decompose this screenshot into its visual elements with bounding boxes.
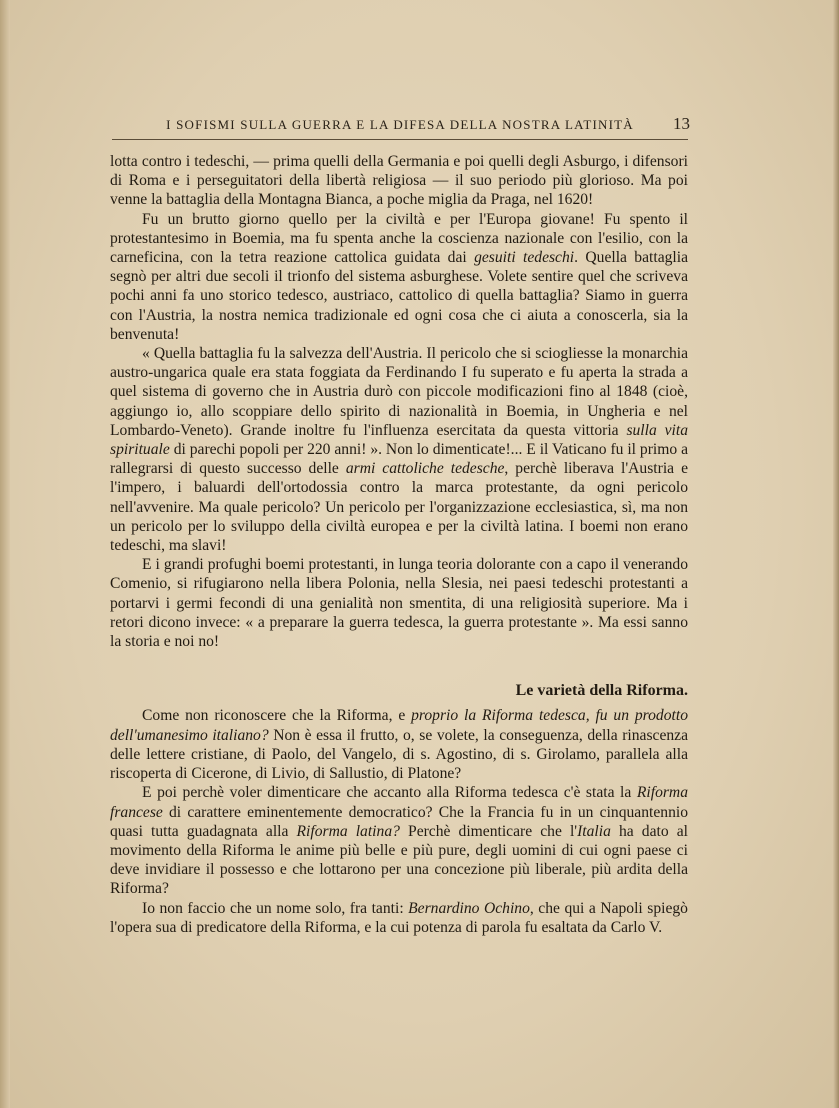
text-run: , che qui a Napoli spiegò l'opera sua di predicatore della Riforma, e la cui potenza di parola fu esaltata da Carlo V. (110, 899, 688, 936)
paragraph (110, 344, 688, 555)
text-block-before-heading (110, 152, 688, 651)
italic-run: Italia (577, 822, 611, 840)
italic-run: sulla vita spirituale (110, 421, 689, 459)
text-run: di parechi popoli per 220 anni! ». Non lo dimenticate!... E il Vaticano fu il primo a rallegrarsi di questo successo delle (110, 441, 688, 478)
paragraph (110, 783, 688, 898)
paragraph (110, 152, 688, 210)
paragraph (110, 706, 688, 783)
text-run: E i grandi profughi boemi protestanti, in lunga teoria dolorante con a capo il venerando Comenio, si rifugiarono nella libera Polonia, nella Slesia, nei paesi tedeschi protestanti a portarvi i germi fecondi di una genialità non smentita, di una religiosità superiore. Ma i retori dicono invece: « a preparare la guerra tedesca, la guerra protestante ». Ma essi sanno la storia e noi no! (110, 556, 688, 651)
italic-run: Riforma francese (110, 784, 688, 821)
italic-run: gesuiti tedeschi (474, 249, 575, 267)
page-edge-shadow (833, 0, 839, 1108)
text-run: E poi perchè voler dimenticare che accanto alla Riforma tedesca c'è stata la (142, 784, 637, 802)
paragraph (110, 899, 688, 937)
page-spine-shadow (0, 0, 10, 1108)
italic-run: proprio la Riforma tedesca, fu un prodotto dell'umanesimo italiano? (110, 707, 688, 744)
text-run: « Quella battaglia fu la salvezza dell'Austria. Il pericolo che si sciogliesse la monarchia austro-ungarica quale era stata foggiata da Ferdinando I fu superato e fu aperta la strada a quel sistema di governo che in Austria durò con piccole modificazioni fino al 1848 (cioè, aggiungo io, allo scoppiare dello spirito di nazionalità in Boemia, in Ungheria e nel Lombardo-Veneto). Grande inoltre fu l'influenza esercitata da questa vittoria (110, 345, 688, 439)
italic-run: Bernardino Ochino (408, 899, 530, 917)
italic-run: armi cattoliche tedesche (345, 460, 505, 478)
section-heading: Le varietà della Riforma. (515, 682, 688, 700)
page-number: 13 (673, 114, 690, 133)
text-run: . Quella battaglia segnò per altri due secoli il trionfo del sistema asburghese. Volete sentire quel che scriveva pochi anni fa uno storico tedesco, austriaco, cattolico di quella battaglia? Siamo in guerra con l'Austria, la nostra nemica tradizionale ed ogni cosa che ci aiuta a conoscerla, sia la benvenuta! (110, 249, 688, 343)
text-block-after-heading (110, 706, 688, 936)
italic-run: Riforma latina? (296, 822, 400, 840)
body-text (110, 152, 688, 937)
text-run: Non è essa il frutto, o, se volete, la conseguenza, della rinascenza delle lettere cristiane, di Paolo, del Vangelo, di s. Agostino, di s. Girolamo, parallela alla riscoperta di Cicerone, di Livio, di Sallustio, di Platone? (110, 726, 688, 783)
text-run: Come non riconoscere che la Riforma, e (142, 707, 412, 725)
text-run: lotta contro i tedeschi, — prima quelli della Germania e poi quelli degli Asburgo, i difensori di Roma e i perseguitatori della libertà religiosa — il suo periodo più glorioso. Ma poi venne la battaglia della Montagna Bianca, a poche miglia da Praga, nel 1620! (110, 153, 688, 209)
paragraph (110, 555, 688, 651)
text-run: Io non faccio che un nome solo, fra tanti: (142, 899, 409, 917)
text-run: Perchè dimenticare che l' (399, 822, 578, 840)
text-run: ha dato al movimento della Riforma le anime più belle e più pure, degli uomini di cui ogni paese ci deve invidiare il possesso e che lottarono per una concezione più liberale, più ardita della Riforma? (110, 822, 689, 898)
header-rule (112, 139, 688, 140)
text-run: , perchè liberava l'Austria e l'impero, i baluardi dell'ortodossia contro la marca protestante, da ogni pericolo nell'avvenire. Ma quale pericolo? Un pericolo per l'organizzazione ecclesiastica, sì, ma non un pericolo per lo sviluppo della civiltà europea e per la civiltà latina. I boemi non erano tedeschi, ma slavi! (110, 460, 688, 555)
paragraph (110, 210, 688, 344)
running-title: I SOFISMI SULLA GUERRA E LA DIFESA DELLA NOSTRA LATINITÀ (166, 117, 634, 132)
text-run: di carattere eminentemente democratico? Che la Francia fu in un cinquantennio quasi tutta guadagnata alla (110, 803, 688, 840)
text-run: Fu un brutto giorno quello per la civiltà e per l'Europa giovane! Fu spento il protestantesimo in Boemia, ma fu spenta anche la coscienza nazionale con l'esilio, con la carneficina, con la tetra reazione cattolica guidata dai (110, 210, 688, 267)
